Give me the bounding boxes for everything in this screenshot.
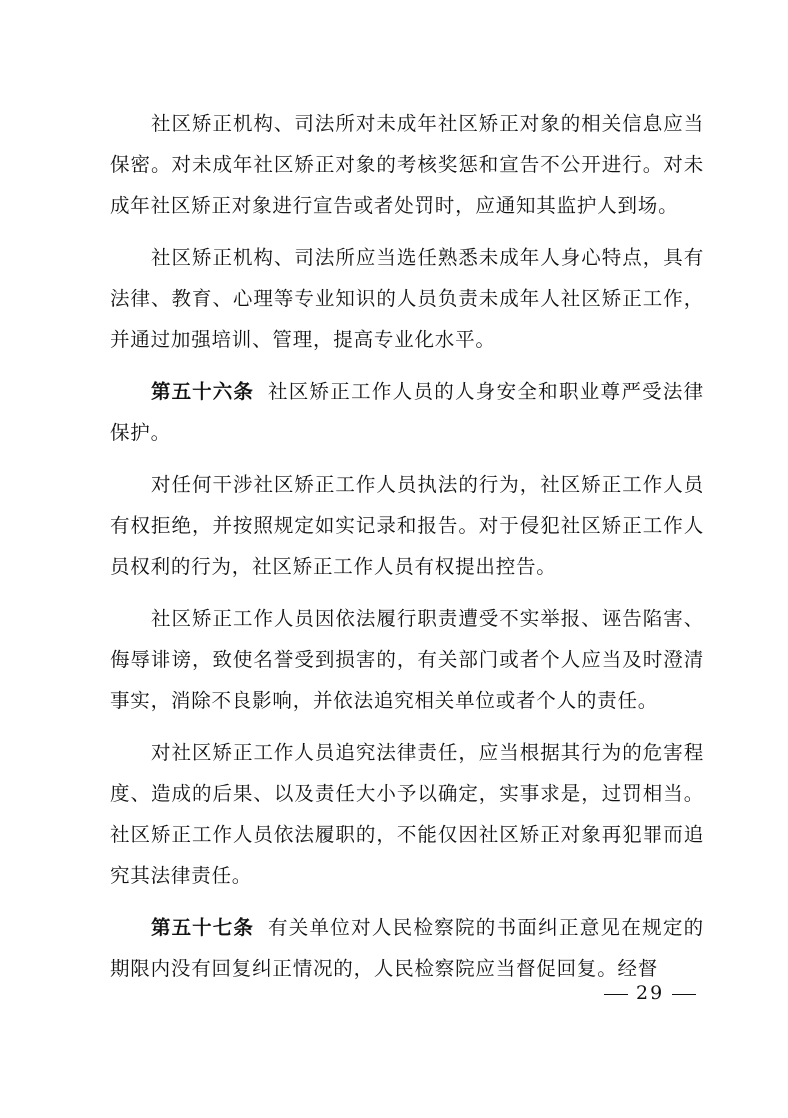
paragraph-text: 社区矫正机构、司法所应当选任熟悉未成年人身心特点，具有法律、教育、心理等专业知识的人员负责未成年人社区矫正工作，并通过加强培训、管理，提高专业化水平。 (110, 246, 704, 351)
paragraph-reputation-protection (110, 598, 704, 721)
paragraph-text: 对任何干涉社区矫正工作人员执法的行为，社区矫正工作人员有权拒绝，并按照规定如实记录和报告。对于侵犯社区矫正工作人员权利的行为，社区矫正工作人员有权提出控告。 (110, 473, 704, 578)
paragraph-minor-staff-selection (110, 237, 704, 360)
paragraph-text: 有关单位对人民检察院的书面纠正意见在规定的期限内没有回复纠正情况的，人民检察院应当督促回复。经督 (110, 916, 704, 980)
paragraph-text: 社区矫正工作人员因依法履行职责遭受不实举报、诬告陷害、侮辱诽谤，致使名誉受到损害的，有关部门或者个人应当及时澄清事实，消除不良影响，并依法追究相关单位或者个人的责任。 (110, 607, 704, 712)
page-number: 29 (636, 982, 665, 1004)
page-number-footer (596, 982, 704, 1004)
paragraph-text: 对社区矫正工作人员追究法律责任，应当根据其行为的危害程度、造成的后果、以及责任大小予以确定，实事求是，过罚相当。社区矫正工作人员依法履职的，不能仅因社区矫正对象再犯罪而追究其法律责任。 (110, 741, 704, 887)
article-57 (110, 907, 704, 989)
article-heading: 第五十七条 (151, 916, 254, 939)
paragraph-text: 社区矫正机构、司法所对未成年社区矫正对象的相关信息应当保密。对未成年社区矫正对象的考核奖惩和宣告不公开进行。对未成年社区矫正对象进行宣告或者处罚时，应通知其监护人到场。 (110, 112, 704, 217)
page-number-right-dash (672, 994, 696, 995)
paragraph-interference-refusal (110, 464, 704, 587)
article-heading: 第五十六条 (151, 380, 254, 403)
paragraph-legal-liability (110, 732, 704, 896)
paragraph-text: 社区矫正工作人员的人身安全和职业尊严受法律保护。 (110, 380, 704, 444)
page-number-left-dash (604, 994, 628, 995)
article-56 (110, 371, 704, 453)
document-body (110, 103, 704, 989)
paragraph-minor-info-confidentiality (110, 103, 704, 226)
